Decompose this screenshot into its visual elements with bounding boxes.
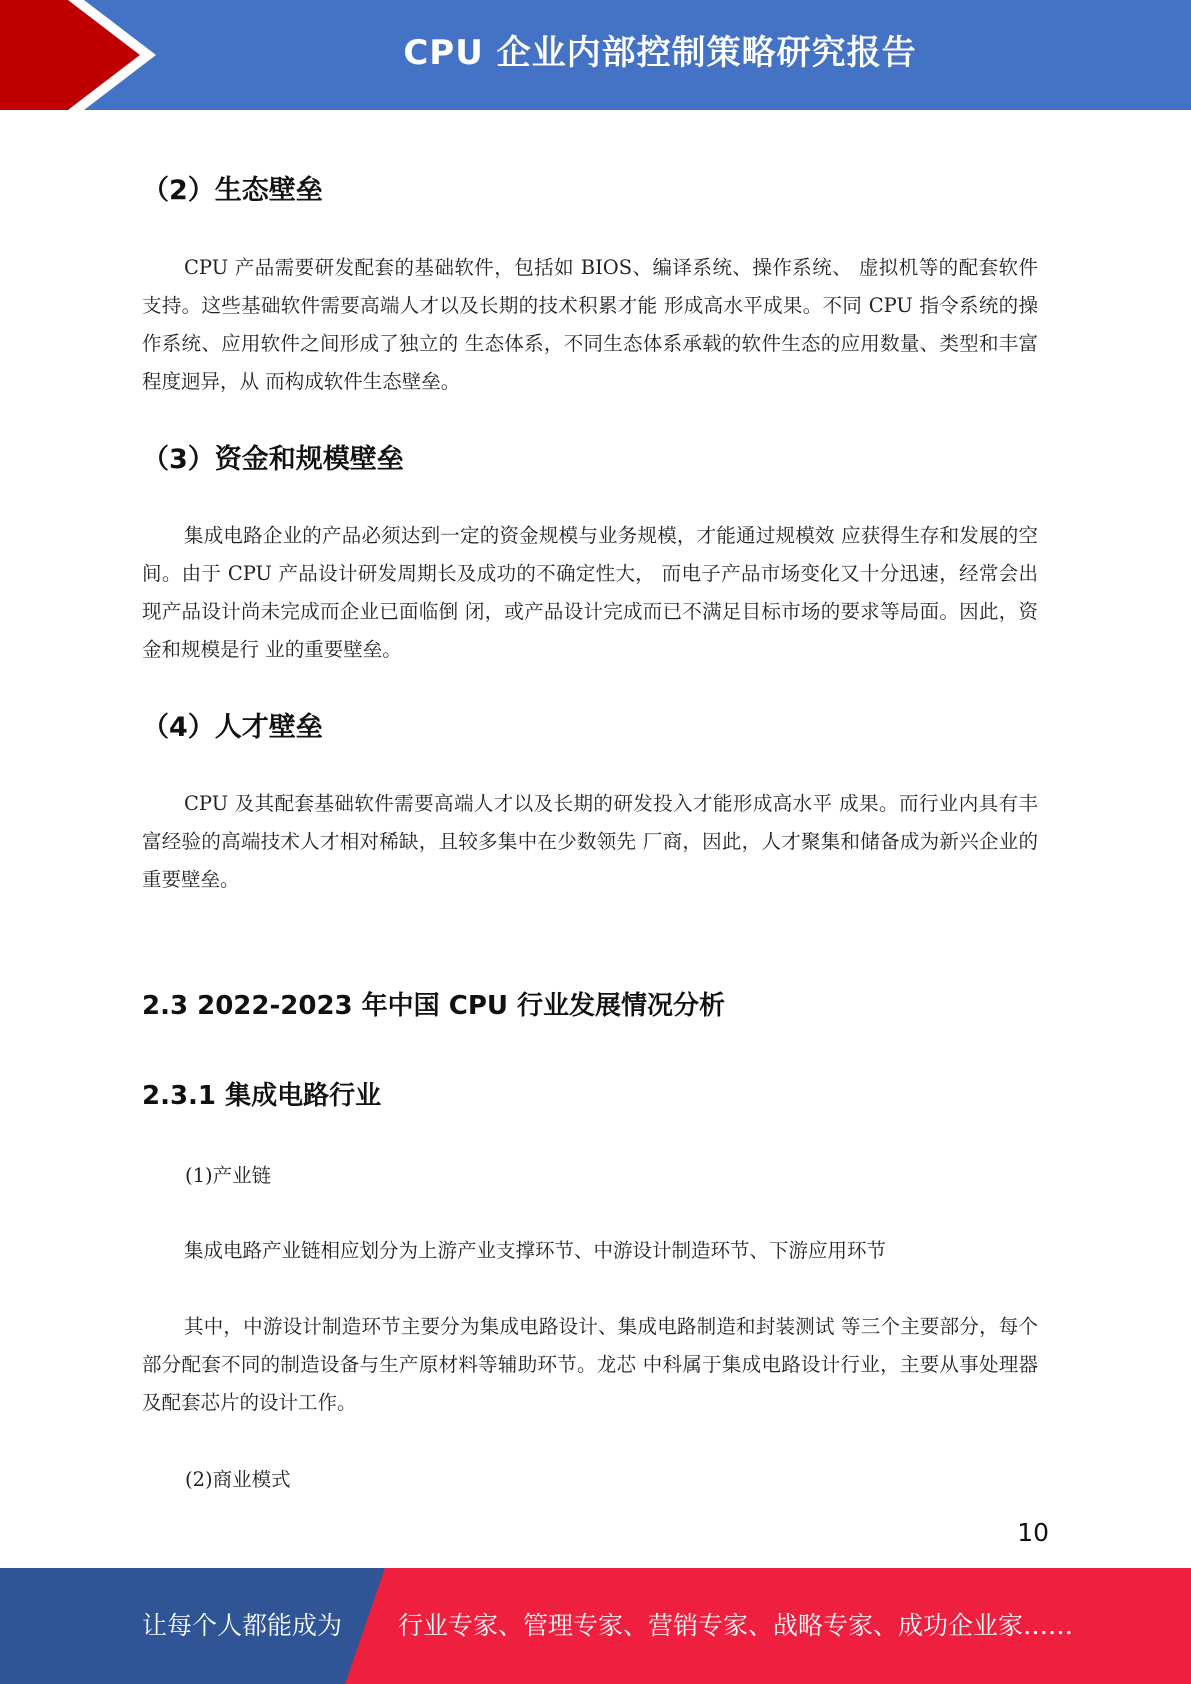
footer-banner	[0, 1568, 1191, 1684]
page-number: 10	[1017, 1518, 1049, 1547]
section-2-3-1-heading: 2.3.1 集成电路行业	[142, 1081, 382, 1111]
section-2-3-heading: 2.3 2022-2023 年中国 CPU 行业发展情况分析	[142, 991, 726, 1021]
paragraph-ecosystem: CPU 产品需要研发配套的基础软件，包括如 BIOS、编译系统、操作系统、 虚拟机等的配套软件支持。这些基础软件需要高端人才以及长期的技术积累才能 形成高水平成果。不同 CPU 指令系统的操作系统、应用软件之间形成了独立的 生态体系，不同生态体系承载的软件生态的应用数量、类型和丰富程度迥异，从 而构成软件生态壁垒。	[142, 256, 1038, 393]
section-heading-talent: （4）人才壁垒	[142, 712, 323, 743]
report-title: CPU 企业内部控制策略研究报告	[403, 33, 917, 73]
header-chevron-icon	[0, 0, 160, 110]
section-heading-capital: （3）资金和规模壁垒	[142, 444, 404, 475]
paragraph-design-manufacturing: 其中，中游设计制造环节主要分为集成电路设计、集成电路制造和封装测试 等三个主要部分，每个部分配套不同的制造设备与生产原材料等辅助环节。龙芯 中科属于集成电路设计行业，主要从事处理器及配套芯片的设计工作。	[142, 1315, 1038, 1414]
header-banner	[0, 0, 1191, 110]
section-heading-ecosystem: （2）生态壁垒	[142, 175, 323, 206]
item-industry-chain: (1)产业链	[185, 1164, 272, 1187]
footer-slogan-left: 让每个人都能成为	[142, 1611, 343, 1640]
paragraph-industry-chain: 集成电路产业链相应划分为上游产业支撑环节、中游设计制造环节、下游应用环节	[184, 1239, 887, 1262]
paragraph-capital: 集成电路企业的产品必须达到一定的资金规模与业务规模，才能通过规模效 应获得生存和发展的空间。由于 CPU 产品设计研发周期长及成功的不确定性大， 而电子产品市场变化又十分迅速，经常会出现产品设计尚未完成而企业已面临倒 闭，或产品设计完成而已不满足目标市场的要求等局面。因此，资金和规模是行 业的重要壁垒。	[142, 524, 1038, 661]
footer-slogan-right: 行业专家、管理专家、营销专家、战略专家、成功企业家……	[398, 1611, 1074, 1640]
item-business-model: (2)商业模式	[185, 1468, 291, 1491]
paragraph-talent: CPU 及其配套基础软件需要高端人才以及长期的研发投入才能形成高水平 成果。而行业内具有丰富经验的高端技术人才相对稀缺，且较多集中在少数领先 厂商，因此，人才聚集和储备成为新兴企业的重要壁垒。	[142, 792, 1038, 891]
